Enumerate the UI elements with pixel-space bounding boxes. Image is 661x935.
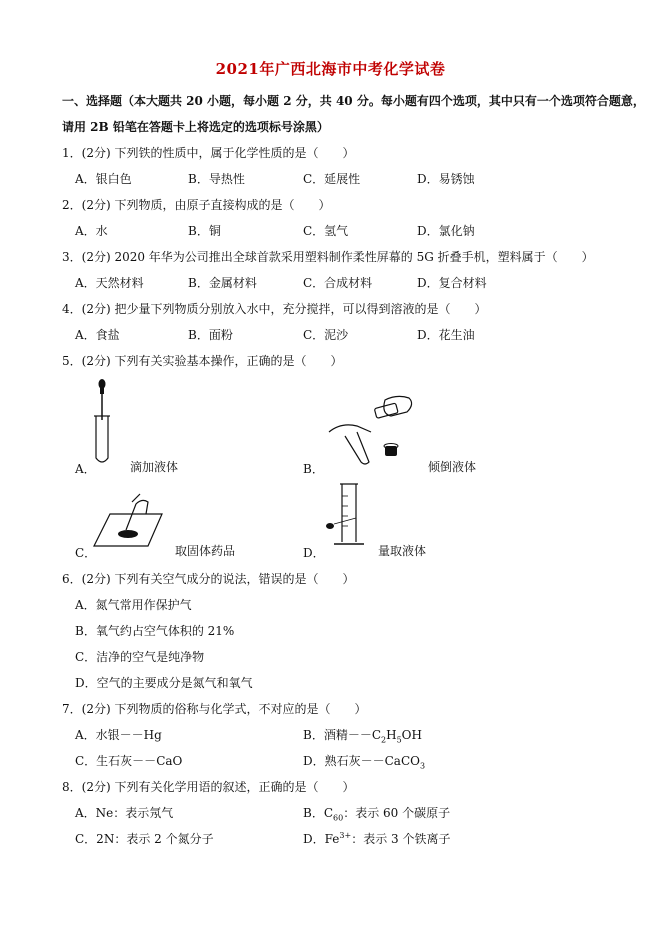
- question-1-option-a[interactable]: A．银白色: [75, 172, 132, 186]
- chemical-formula: Hg: [143, 728, 162, 742]
- question-6-option-c[interactable]: C．洁净的空气是纯净物: [75, 650, 205, 664]
- formula-part: CaCO: [384, 754, 420, 768]
- option-label: A．水银－－: [75, 728, 144, 742]
- question-5-option-b-caption: 倾倒液体: [428, 460, 477, 474]
- question-6-stem: 6．(2分) 下列有关空气成分的说法，错误的是（ ）: [62, 572, 355, 586]
- question-2-stem: 2．(2分) 下列物质，由原子直接构成的是（ ）: [62, 198, 331, 212]
- section-header-line2: 请用 2B 铅笔在答题卡上将选定的选项标号涂黑）: [62, 120, 329, 134]
- question-3-option-c[interactable]: C．合成材料: [303, 276, 373, 290]
- question-4-option-a[interactable]: A．食盐: [75, 328, 120, 342]
- question-5-stem: 5．(2分) 下列有关实验基本操作，正确的是（ ）: [62, 354, 343, 368]
- question-2-option-b[interactable]: B．铜: [188, 224, 221, 238]
- question-4-option-b[interactable]: B．面粉: [188, 328, 233, 342]
- question-8-option-c[interactable]: [75, 830, 214, 847]
- formula-subscript: 2: [381, 735, 387, 745]
- option-text: ：表示 3 个铁离子: [351, 832, 451, 846]
- formula-subscript: 60: [333, 813, 344, 823]
- question-4-stem: 4．(2分) 把少量下列物质分别放入水中，充分搅拌，可以得到溶液的是（ ）: [62, 302, 487, 316]
- question-1-option-c[interactable]: C．延展性: [303, 172, 361, 186]
- question-5-option-b[interactable]: B．: [303, 462, 324, 476]
- page-title: 2021年广西北海市中考化学试卷: [215, 60, 446, 78]
- taking-solid-figure: [92, 494, 164, 550]
- question-6-option-a[interactable]: A．氮气常用作保护气: [75, 598, 192, 612]
- question-3-option-b[interactable]: B．金属材料: [188, 276, 257, 290]
- question-5-option-a-caption: 滴加液体: [130, 460, 179, 474]
- question-5-option-a[interactable]: A．: [75, 462, 96, 476]
- option-label: C．生石灰－－: [75, 754, 157, 768]
- option-text: A．Ne：表示氖气: [75, 806, 174, 820]
- question-1-option-d[interactable]: D．易锈蚀: [417, 172, 475, 186]
- formula-part: OH: [401, 728, 422, 742]
- question-2-option-a[interactable]: A．水: [75, 224, 108, 238]
- formula-part: C: [371, 728, 382, 742]
- question-5-option-d-caption: 量取液体: [378, 544, 427, 558]
- question-8-stem: 8．(2分) 下列有关化学用语的叙述，正确的是（ ）: [62, 780, 355, 794]
- question-7-option-a[interactable]: [75, 726, 162, 743]
- question-4-option-d[interactable]: D．花生油: [417, 328, 475, 342]
- question-5-option-d[interactable]: D．: [303, 546, 325, 560]
- ion-charge-superscript: 3+: [339, 831, 352, 840]
- question-6-option-b[interactable]: B．氧气约占空气体积的 21%: [75, 624, 235, 638]
- formula-part: H: [386, 728, 397, 742]
- question-8-option-a[interactable]: [75, 804, 173, 821]
- question-7-stem: 7．(2分) 下列物质的俗称与化学式，不对应的是（ ）: [62, 702, 367, 716]
- option-text: C．2N：表示 2 个氮分子: [75, 832, 214, 846]
- question-8-option-d[interactable]: [303, 830, 450, 847]
- section-header-line1: 一、选择题（本大题共 20 小题，每小题 2 分，共 40 分。每小题有四个选项，其中只有一个选项符合题意，: [62, 94, 645, 108]
- question-8-option-b[interactable]: [303, 804, 450, 822]
- question-4-option-c[interactable]: C．泥沙: [303, 328, 349, 342]
- option-text: D．Fe: [303, 832, 340, 846]
- question-3-option-d[interactable]: D．复合材料: [417, 276, 487, 290]
- question-1-option-b[interactable]: B．导热性: [188, 172, 245, 186]
- graduated-cylinder-figure: [322, 480, 374, 554]
- pouring-liquid-figure: [325, 392, 425, 470]
- option-text: ：表示 60 个碳原子: [343, 806, 451, 820]
- question-5-option-c-caption: 取固体药品: [175, 544, 236, 558]
- dropper-test-tube-figure: [90, 378, 120, 468]
- question-7-option-d[interactable]: [303, 752, 425, 770]
- formula-subscript: 3: [419, 761, 426, 771]
- question-2-option-c[interactable]: C．氢气: [303, 224, 349, 238]
- option-text: B．C: [303, 806, 334, 820]
- question-2-option-d[interactable]: D．氯化钠: [417, 224, 475, 238]
- question-7-option-b[interactable]: [303, 726, 422, 744]
- option-label: B．酒精－－: [303, 728, 372, 742]
- question-5-option-c[interactable]: C．: [75, 546, 97, 560]
- option-label: D．熟石灰－－: [303, 754, 385, 768]
- question-7-option-c[interactable]: [75, 752, 182, 769]
- question-3-stem: 3．(2分) 2020 年华为公司推出全球首款采用塑料制作柔性屏幕的 5G 折叠手机，塑料属于（ ）: [62, 250, 594, 264]
- chemical-formula: CaO: [156, 754, 183, 768]
- formula-subscript: 5: [396, 735, 402, 745]
- question-1-stem: 1．(2分) 下列铁的性质中，属于化学性质的是（ ）: [62, 146, 355, 160]
- question-3-option-a[interactable]: A．天然材料: [75, 276, 144, 290]
- question-6-option-d[interactable]: D．空气的主要成分是氮气和氧气: [75, 676, 253, 690]
